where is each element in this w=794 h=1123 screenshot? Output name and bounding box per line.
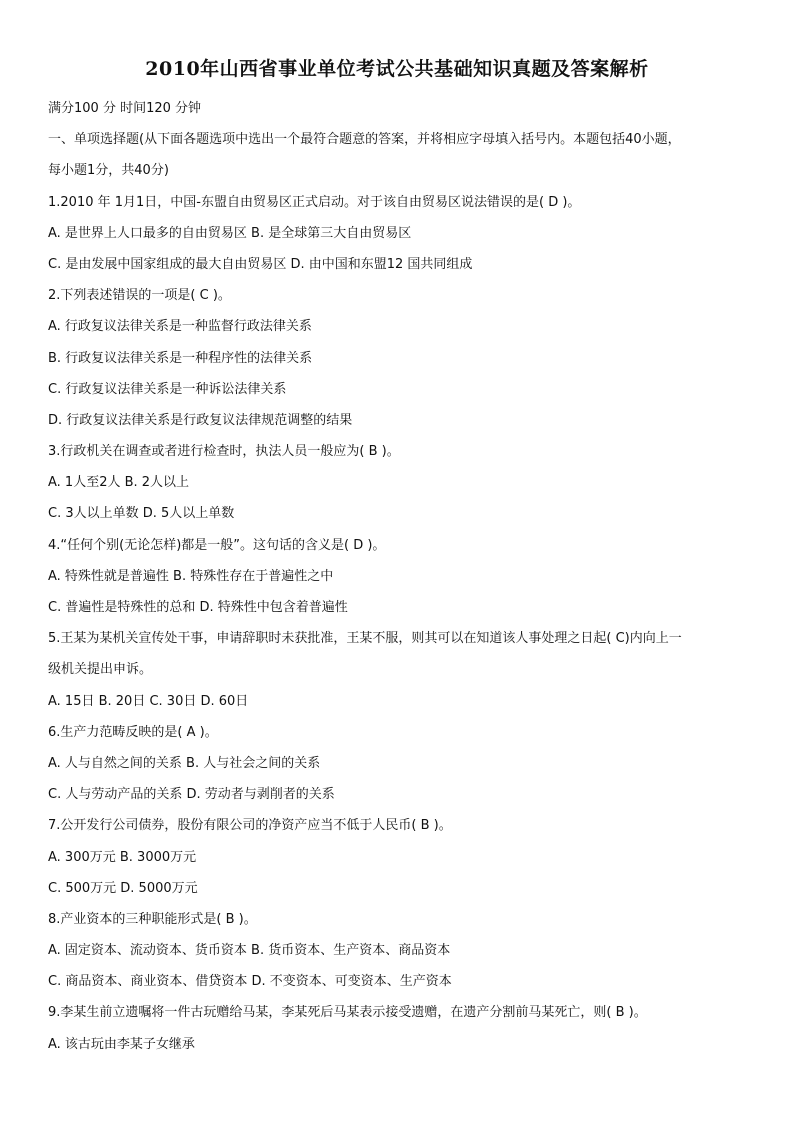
option-line: C. 行政复议法律关系是一种诉讼法律关系 xyxy=(48,381,287,397)
option-line: A. 是世界上人口最多的自由贸易区 B. 是全球第三大自由贸易区 xyxy=(48,225,412,241)
option-line: B. 行政复议法律关系是一种程序性的法律关系 xyxy=(48,350,313,366)
question-line: 1.2010 年 1月1日，中国-东盟自由贸易区正式启动。对于该自由贸易区说法错误的是( D )。 xyxy=(48,194,581,210)
option-line: A. 300万元 B. 3000万元 xyxy=(48,849,197,865)
document-body xyxy=(48,93,758,1060)
question-line: 8.产业资本的三种职能形式是( B )。 xyxy=(48,911,257,927)
option-line: C. 人与劳动产品的关系 D. 劳动者与剥削者的关系 xyxy=(48,787,335,803)
option-line: A. 1人至2人 B. 2人以上 xyxy=(48,475,190,491)
option-line: C. 500万元 D. 5000万元 xyxy=(48,880,198,896)
option-line: C. 是由发展中国家组成的最大自由贸易区 D. 由中国和东盟12 国共同组成 xyxy=(48,256,473,272)
option-line: A. 固定资本、流动资本、货币资本 B. 货币资本、生产资本、商品资本 xyxy=(48,943,451,959)
question-line: 5.王某为某机关宣传处干事，申请辞职时未获批准，王某不服，则其可以在知道该人事处理之日起( C)内向上一 xyxy=(48,631,682,647)
question-line: 7.公开发行公司债券，股份有限公司的净资产应当不低于人民币( B )。 xyxy=(48,818,452,834)
option-line: A. 该古玩由李某子女继承 xyxy=(48,1036,195,1052)
option-line: A. 特殊性就是普遍性 B. 特殊性存在于普遍性之中 xyxy=(48,568,334,584)
section-heading-line: 一、单项选择题(从下面各题选项中选出一个最符合题意的答案，并将相应字母填入括号内。本题包括40小题， xyxy=(48,132,681,148)
option-line: A. 人与自然之间的关系 B. 人与社会之间的关系 xyxy=(48,755,321,771)
question-line: 3.行政机关在调查或者进行检查时，执法人员一般应为( B )。 xyxy=(48,444,400,460)
option-line: C. 商品资本、商业资本、借贷资本 D. 不变资本、可变资本、生产资本 xyxy=(48,974,452,990)
question-line: 4.“任何个别(无论怎样)都是一般”。这句话的含义是( D )。 xyxy=(48,537,386,553)
option-line: C. 3人以上单数 D. 5人以上单数 xyxy=(48,506,235,522)
section-heading-line: 每小题1分，共40分) xyxy=(48,163,169,179)
option-line: D. 行政复议法律关系是行政复议法律规范调整的结果 xyxy=(48,412,353,428)
score-time-line: 满分100 分 时间120 分钟 xyxy=(48,101,202,116)
question-line: 级机关提出申诉。 xyxy=(48,662,153,678)
option-line: C. 普遍性是特殊性的总和 D. 特殊性中包含着普遍性 xyxy=(48,600,348,615)
question-line: 9.李某生前立遗嘱将一件古玩赠给马某，李某死后马某表示接受遗赠，在遗产分割前马某死亡，则( B )。 xyxy=(48,1005,647,1021)
option-line: A. 15日 B. 20日 C. 30日 D. 60日 xyxy=(48,693,249,709)
document-title: 2010年山西省事业单位考试公共基础知识真题及答案解析 xyxy=(145,58,649,80)
option-line: A. 行政复议法律关系是一种监督行政法律关系 xyxy=(48,319,312,335)
question-line: 2.下列表述错误的一项是( C )。 xyxy=(48,288,231,304)
question-line: 6.生产力范畴反映的是( A )。 xyxy=(48,724,218,740)
